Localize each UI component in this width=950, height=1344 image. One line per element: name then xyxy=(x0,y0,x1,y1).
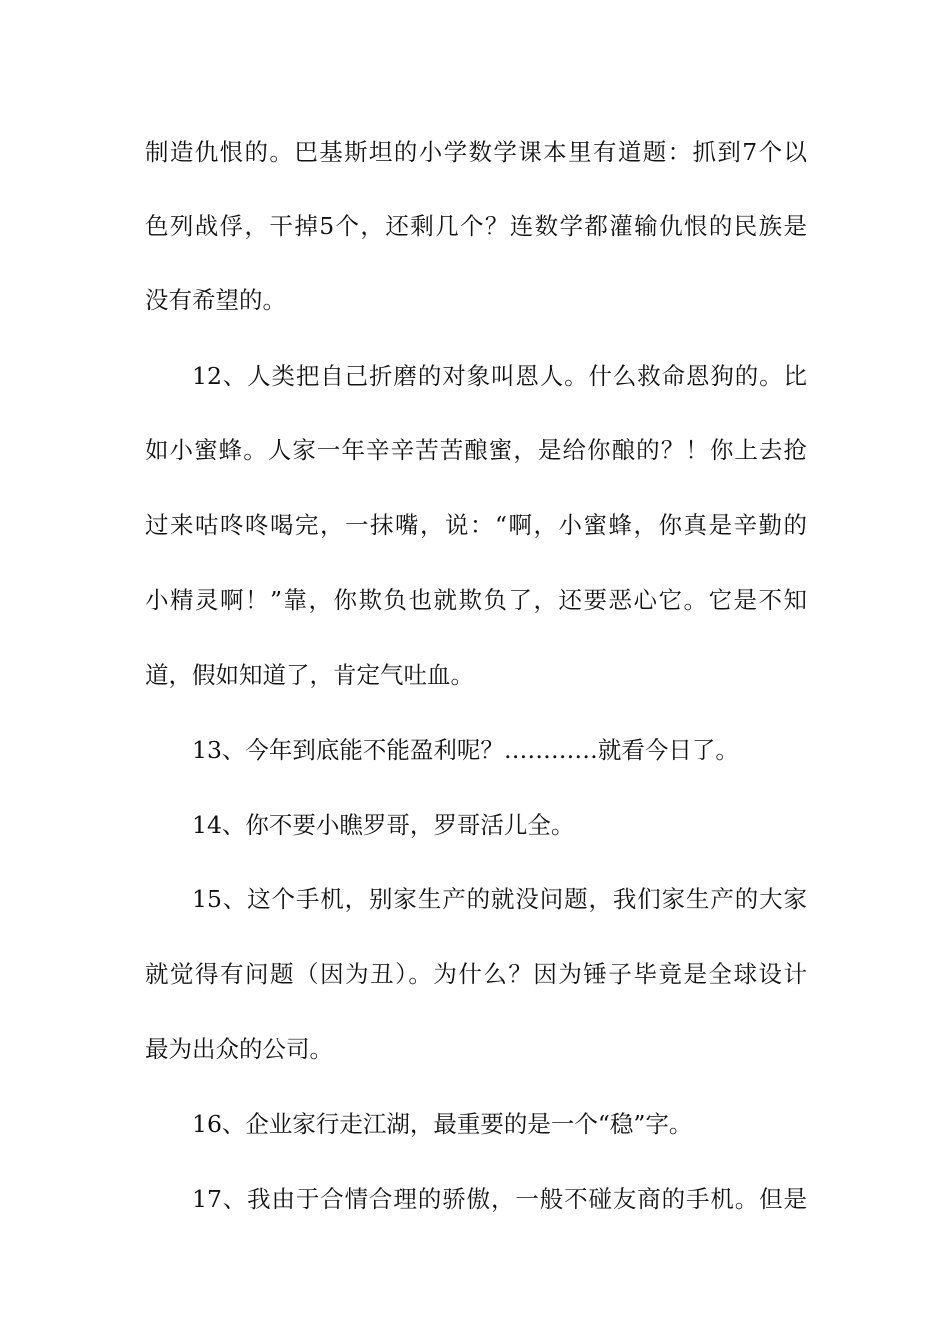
text-line-14: 16、企业家行走江湖，最重要的是一个“稳”字。 xyxy=(192,1110,693,1138)
text-line-13: 最为出众的公司。 xyxy=(145,1035,333,1063)
text-line-7: 小精灵啊！”靠，你欺负也就欺负了，还要恶心它。它是不知 xyxy=(145,586,807,614)
text-line-8: 道，假如知道了，肯定气吐血。 xyxy=(145,661,474,689)
text-line-9: 13、今年到底能不能盈利呢？…………就看今日了。 xyxy=(192,736,739,764)
text-line-11: 15、这个手机，别家生产的就没问题，我们家生产的大家 xyxy=(192,885,807,913)
text-line-12: 就觉得有问题（因为丑）。为什么？因为锤子毕竟是全球设计 xyxy=(145,960,807,988)
text-line-6: 过来咕咚咚喝完，一抹嘴，说：“啊，小蜜蜂，你真是辛勤的 xyxy=(145,511,807,539)
text-line-1: 制造仇恨的。巴基斯坦的小学数学课本里有道题：抓到7个以 xyxy=(145,138,807,166)
text-line-15: 17、我由于合情合理的骄傲，一般不碰友商的手机。但是 xyxy=(192,1185,807,1213)
text-line-5: 如小蜜蜂。人家一年辛辛苦苦酿蜜，是给你酿的？！你上去抢 xyxy=(145,436,807,464)
text-line-4: 12、人类把自己折磨的对象叫恩人。什么救命恩狗的。比 xyxy=(192,362,807,390)
text-line-2: 色列战俘，干掉5个，还剩几个？连数学都灌输仇恨的民族是 xyxy=(145,212,807,240)
text-line-3: 没有希望的。 xyxy=(145,286,286,314)
text-line-10: 14、你不要小瞧罗哥，罗哥活儿全。 xyxy=(192,811,575,839)
